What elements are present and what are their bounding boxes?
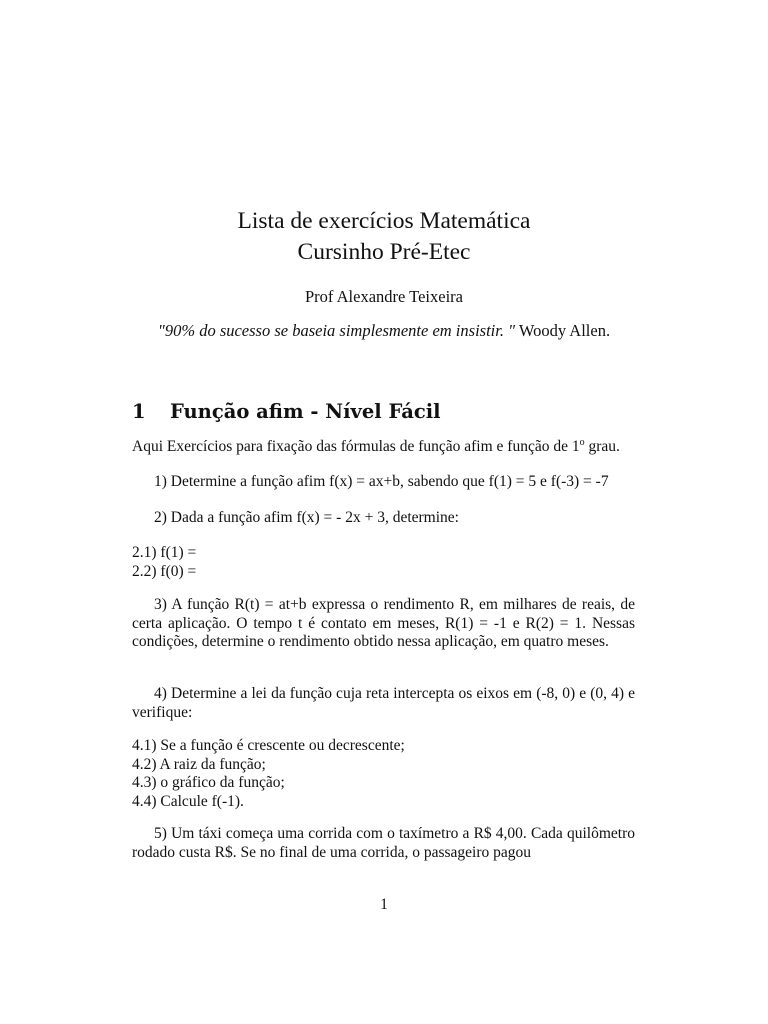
- exercise-5: [132, 825, 635, 862]
- section-heading: [132, 398, 652, 426]
- document-title: [0, 206, 768, 268]
- exercise-1-text: 1) Determine a função afim f(x) = ax+b, sabendo que f(1) = 5 e f(-3) = -7: [154, 473, 609, 490]
- quote-author: Woody Allen.: [518, 321, 611, 340]
- section-number: 1: [132, 400, 146, 423]
- epigraph: [140, 321, 628, 341]
- page-number: 1: [380, 896, 388, 913]
- title-line-2: Cursinho Pré-Etec: [297, 239, 471, 265]
- exercise-4-1: 4.1) Se a função é crescente ou decrescente;: [132, 737, 405, 754]
- intro-superscript: o: [579, 436, 585, 448]
- author: Prof Alexandre Teixeira: [305, 287, 463, 306]
- exercise-5-text: 5) Um táxi começa uma corrida com o taxímetro a R$ 4,00. Cada quilômetro rodado custa R$. Se no final de uma corrida, o passageiro pagou: [132, 825, 635, 861]
- section-title: Função afim - Nível Fácil: [170, 400, 441, 423]
- exercise-2-items: [132, 544, 635, 581]
- exercise-3-text: 3) A função R(t) = at+b expressa o rendimento R, em milhares de reais, de certa aplicação. O tempo t é contato em meses, R(1) = -1 e R(2) = 1. Nessas condições, determine o rendimento obtido nessa aplicação, em quatro meses.: [132, 596, 635, 650]
- exercise-1: [132, 473, 635, 492]
- exercise-2-text: 2) Dada a função afim f(x) = - 2x + 3, determine:: [154, 509, 459, 526]
- exercise-2-2: 2.2) f(0) =: [132, 562, 197, 580]
- intro-end: grau.: [584, 438, 620, 455]
- exercise-4-items: [132, 737, 635, 811]
- exercise-2-1: 2.1) f(1) =: [132, 544, 197, 561]
- title-line-1: Lista de exercícios Matemática: [237, 208, 531, 234]
- exercise-4-4: 4.4) Calcule f(-1).: [132, 792, 244, 810]
- exercise-4-2: 4.2) A raiz da função;: [132, 755, 266, 773]
- exercise-3: [132, 596, 635, 652]
- intro-text: Aqui Exercícios para fixação das fórmulas de função afim e função de 1: [132, 438, 580, 455]
- quote-text: "90% do sucesso se baseia simplesmente em insistir. ": [157, 321, 516, 340]
- exercise-2: [132, 509, 635, 528]
- exercise-4-3: 4.3) o gráfico da função;: [132, 774, 285, 791]
- exercise-4-text: 4) Determine a lei da função cuja reta intercepta os eixos em (-8, 0) e (0, 4) e verifique:: [132, 685, 635, 721]
- exercise-4: [132, 685, 635, 722]
- intro-paragraph: [132, 438, 635, 457]
